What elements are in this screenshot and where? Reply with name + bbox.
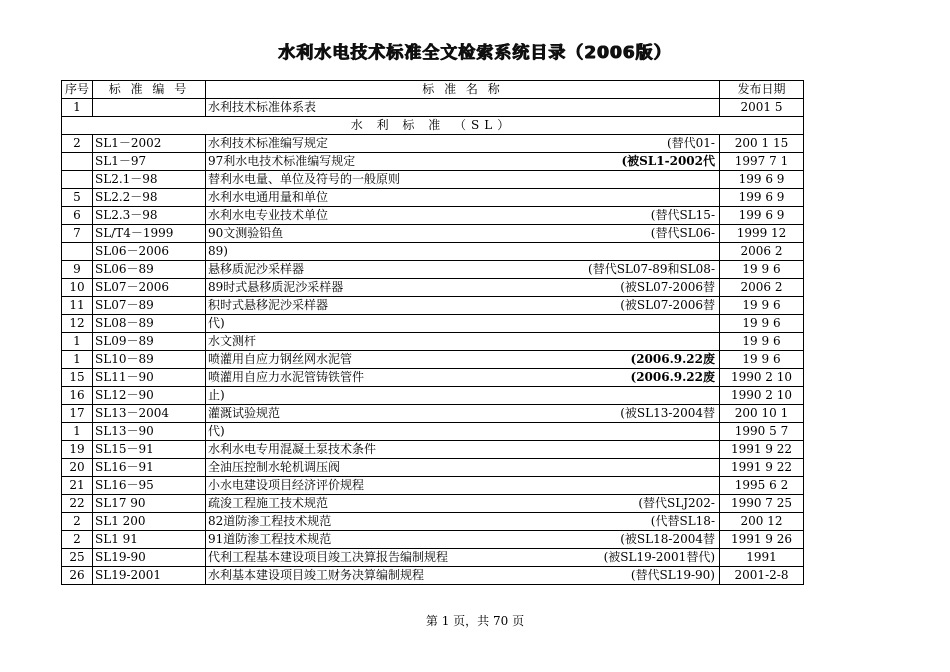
row-no: 9	[62, 261, 93, 279]
row-code: SL15－91	[93, 441, 206, 459]
table-row	[62, 567, 804, 585]
row-name: 积时式悬移泥沙采样器	[208, 298, 329, 312]
row-date: 199 6 9	[720, 189, 804, 207]
row-date: 2001 5	[720, 99, 804, 117]
row-code: SL13－2004	[93, 405, 206, 423]
row-name: 91道防渗工程技术规范	[208, 532, 332, 546]
row-name: 水文测杆	[208, 334, 257, 348]
table-row	[62, 207, 804, 225]
row-code	[93, 99, 206, 117]
row-date: 199 6 9	[720, 171, 804, 189]
header-no: 序号	[62, 81, 93, 99]
row-no: 26	[62, 567, 93, 585]
header-name: 标 准 名 称	[206, 81, 720, 99]
table-row	[62, 351, 804, 369]
row-name-cell	[206, 135, 720, 153]
row-no: 16	[62, 387, 93, 405]
table-row	[62, 135, 804, 153]
table-row	[62, 279, 804, 297]
row-code: SL1－97	[93, 153, 206, 171]
page-footer: 第 1 页，共 70 页	[425, 614, 525, 628]
row-date: 1990 7 25	[720, 495, 804, 513]
row-name-cell	[206, 423, 720, 441]
row-date: 199 6 9	[720, 207, 804, 225]
row-name-cell	[206, 495, 720, 513]
row-date: 19 9 6	[720, 351, 804, 369]
row-name: 水利水电专业技术单位	[208, 208, 329, 222]
row-name: 水利水电通用量和单位	[208, 190, 329, 204]
row-note: (替代SL06-	[650, 226, 715, 240]
row-name-cell	[206, 189, 720, 207]
row-no: 10	[62, 279, 93, 297]
table-row	[62, 441, 804, 459]
row-no: 2	[62, 513, 93, 531]
row-name: 97利水电技术标准编写规定	[208, 154, 356, 168]
row-code: SL16－91	[93, 459, 206, 477]
row-note: (替代SL07-89和SL08-	[588, 262, 715, 276]
row-name-cell	[206, 243, 720, 261]
row-date: 1991	[720, 549, 804, 567]
row-code: SL1 91	[93, 531, 206, 549]
row-date: 1991 9 22	[720, 459, 804, 477]
row-no: 1	[62, 423, 93, 441]
row-name: 89)	[208, 244, 228, 258]
row-code: SL2.2－98	[93, 189, 206, 207]
row-date: 2006 2	[720, 243, 804, 261]
row-note: (被SL18-2004替	[620, 532, 715, 546]
row-date: 2001-2-8	[720, 567, 804, 585]
row-code: SL2.1－98	[93, 171, 206, 189]
row-code: SL06－2006	[93, 243, 206, 261]
row-code: SL16－95	[93, 477, 206, 495]
row-name-cell	[206, 153, 720, 171]
row-date: 200 12	[720, 513, 804, 531]
row-code: SL1 200	[93, 513, 206, 531]
row-note: (被SL13-2004替	[620, 406, 715, 420]
row-code: SL08－89	[93, 315, 206, 333]
table-row	[62, 531, 804, 549]
row-note: (被SL19-2001替代)	[603, 550, 715, 564]
row-name-cell	[206, 459, 720, 477]
row-name-cell	[206, 405, 720, 423]
row-code: SL06－89	[93, 261, 206, 279]
row-code: SL/T4－1999	[93, 225, 206, 243]
row-name: 悬移质泥沙采样器	[208, 262, 305, 276]
row-date: 19 9 6	[720, 333, 804, 351]
row-name: 疏浚工程施工技术规范	[208, 496, 329, 510]
table-row	[62, 297, 804, 315]
row-name: 水利技术标准编写规定	[208, 136, 329, 150]
row-name-cell	[206, 297, 720, 315]
row-no: 20	[62, 459, 93, 477]
row-no: 1	[62, 351, 93, 369]
table-row	[62, 189, 804, 207]
table-row	[62, 153, 804, 171]
row-code: SL19-2001	[93, 567, 206, 585]
row-name: 89时式悬移质泥沙采样器	[208, 280, 344, 294]
row-date: 1991 9 22	[720, 441, 804, 459]
row-name: 水利水电专用混凝土泵技术条件	[208, 442, 377, 456]
standards-table	[61, 80, 804, 585]
row-note: (2006.9.22废	[630, 370, 715, 384]
row-code: SL1－2002	[93, 135, 206, 153]
section-row	[62, 117, 804, 135]
row-name: 代利工程基本建设项目竣工决算报告编制规程	[208, 550, 449, 564]
row-no: 7	[62, 225, 93, 243]
row-code: SL17 90	[93, 495, 206, 513]
row-note: (替代SLJ202-	[638, 496, 715, 510]
row-name-cell	[206, 549, 720, 567]
table-row	[62, 405, 804, 423]
table-row	[62, 261, 804, 279]
row-date: 2006 2	[720, 279, 804, 297]
row-code: SL10－89	[93, 351, 206, 369]
page-title: 水利水电技术标准全文检索系统目录（2006版）	[278, 43, 672, 63]
row-name: 灌溉试验规范	[208, 406, 281, 420]
table-row	[62, 495, 804, 513]
row-name: 水利技术标准体系表	[208, 100, 317, 114]
table-row	[62, 549, 804, 567]
table-header-row	[62, 81, 804, 99]
row-name-cell	[206, 315, 720, 333]
row-note: (2006.9.22废	[630, 352, 715, 366]
row-name: 全油压控制水轮机调压阀	[208, 460, 341, 474]
row-name: 小水电建设项目经济评价规程	[208, 478, 365, 492]
row-date: 19 9 6	[720, 315, 804, 333]
row-name: 止)	[208, 388, 225, 402]
row-note: (被SL1-2002代	[621, 154, 715, 168]
row-date: 1999 12	[720, 225, 804, 243]
row-date: 1991 9 26	[720, 531, 804, 549]
header-date: 发布日期	[720, 81, 804, 99]
row-date: 1995 6 2	[720, 477, 804, 495]
row-name: 水利基本建设项目竣工财务决算编制规程	[208, 568, 425, 582]
row-name-cell	[206, 567, 720, 585]
row-name-cell	[206, 477, 720, 495]
row-no: 1	[62, 333, 93, 351]
row-date: 200 10 1	[720, 405, 804, 423]
row-code: SL09－89	[93, 333, 206, 351]
table-row	[62, 477, 804, 495]
section-title: 水 利 标 准 （SL）	[62, 117, 804, 135]
row-name: 替利水电量、单位及符号的一般原则	[208, 172, 401, 186]
row-date: 1990 5 7	[720, 423, 804, 441]
row-no	[62, 171, 93, 189]
row-name-cell	[206, 261, 720, 279]
row-no: 12	[62, 315, 93, 333]
row-no	[62, 153, 93, 171]
row-date: 1990 2 10	[720, 387, 804, 405]
row-name: 喷灌用自应力水泥管铸铁管件	[208, 370, 365, 384]
row-code: SL11－90	[93, 369, 206, 387]
row-code: SL07－89	[93, 297, 206, 315]
row-no: 6	[62, 207, 93, 225]
row-no: 5	[62, 189, 93, 207]
row-name: 代)	[208, 424, 225, 438]
row-code: SL19-90	[93, 549, 206, 567]
row-no: 22	[62, 495, 93, 513]
row-no: 25	[62, 549, 93, 567]
table-row	[62, 333, 804, 351]
table-row	[62, 459, 804, 477]
table-row	[62, 99, 804, 117]
row-date: 1997 7 1	[720, 153, 804, 171]
row-no: 21	[62, 477, 93, 495]
row-name-cell	[206, 171, 720, 189]
row-no	[62, 243, 93, 261]
row-date: 200 1 15	[720, 135, 804, 153]
row-name: 90文测验铅鱼	[208, 226, 284, 240]
row-name-cell	[206, 387, 720, 405]
row-note: (被SL07-2006替	[620, 298, 715, 312]
row-name: 代)	[208, 316, 225, 330]
table-row	[62, 171, 804, 189]
row-name-cell	[206, 279, 720, 297]
row-note: (代替SL18-	[650, 514, 715, 528]
row-code: SL2.3－98	[93, 207, 206, 225]
row-name-cell	[206, 225, 720, 243]
table-row	[62, 423, 804, 441]
row-name-cell	[206, 99, 720, 117]
row-no: 15	[62, 369, 93, 387]
row-name-cell	[206, 441, 720, 459]
row-no: 2	[62, 135, 93, 153]
row-date: 19 9 6	[720, 297, 804, 315]
row-name-cell	[206, 351, 720, 369]
row-name-cell	[206, 207, 720, 225]
row-name: 82道防渗工程技术规范	[208, 514, 332, 528]
row-no: 2	[62, 531, 93, 549]
row-name-cell	[206, 513, 720, 531]
row-code: SL07－2006	[93, 279, 206, 297]
row-name-cell	[206, 369, 720, 387]
row-name-cell	[206, 333, 720, 351]
row-code: SL12－90	[93, 387, 206, 405]
table-row	[62, 243, 804, 261]
row-code: SL13－90	[93, 423, 206, 441]
row-name: 喷灌用自应力钢丝网水泥管	[208, 352, 353, 366]
row-date: 19 9 6	[720, 261, 804, 279]
row-no: 19	[62, 441, 93, 459]
row-no: 11	[62, 297, 93, 315]
row-note: (替代SL15-	[650, 208, 715, 222]
table-row	[62, 225, 804, 243]
table-row	[62, 387, 804, 405]
row-no: 1	[62, 99, 93, 117]
table-row	[62, 369, 804, 387]
row-date: 1990 2 10	[720, 369, 804, 387]
row-note: (被SL07-2006替	[620, 280, 715, 294]
row-note: (替代SL19-90)	[630, 568, 715, 582]
row-no: 17	[62, 405, 93, 423]
table-row	[62, 315, 804, 333]
header-code: 标 准 编 号	[93, 81, 206, 99]
row-note: (替代01-	[666, 136, 715, 150]
table-row	[62, 513, 804, 531]
row-name-cell	[206, 531, 720, 549]
